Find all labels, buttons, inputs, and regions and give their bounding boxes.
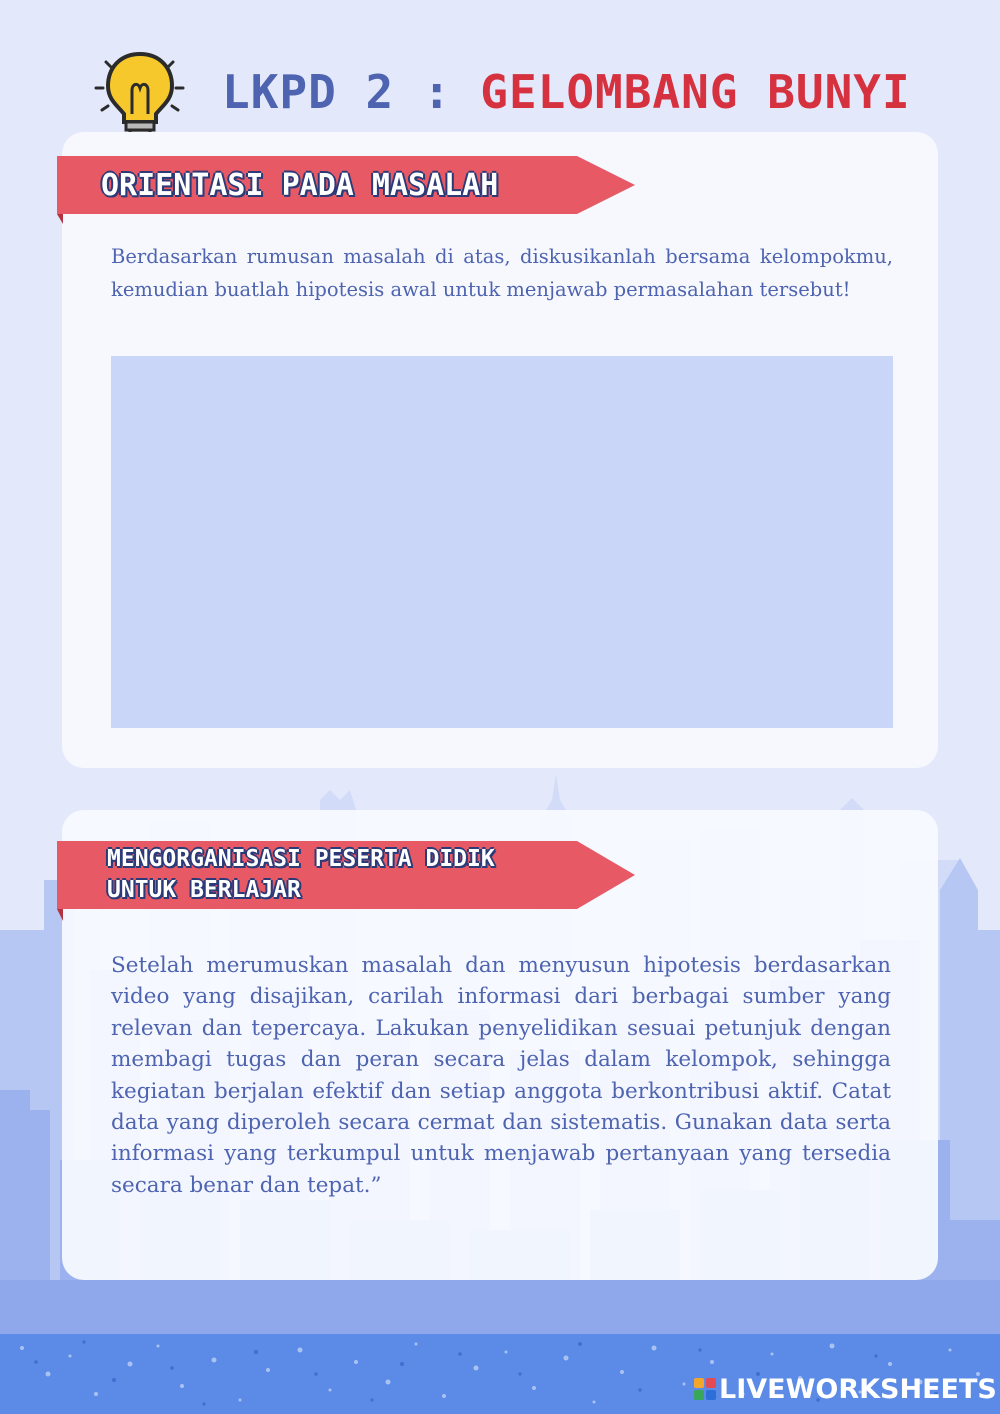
brand-text: LIVEWORKSHEETS [719,1374,997,1405]
section-heading-line2: UNTUK BERLAJAR [107,877,301,903]
section-instruction: Berdasarkan rumusan masalah di atas, diskusikanlah bersama kelompokmu, kemudian buatlah hipotesis awal untuk menjawab permasalahan tersebut! [111,245,893,301]
section-banner-orientasi [57,156,637,224]
section-banner-mengorganisasi [57,841,637,921]
liveworksheets-logo[interactable] [694,1374,997,1406]
page-title [222,62,911,122]
liveworksheets-logo-icon [694,1378,716,1400]
answer-input-box[interactable] [111,356,893,728]
title-topic: GELOMBANG BUNYI [480,65,911,119]
lightbulb-icon [92,48,188,144]
title-prefix: LKPD 2 : [222,65,481,119]
section-body-text: Setelah merumuskan masalah dan menyusun hipotesis berdasarkan video yang disajikan, carilah informasi dari berbagai sumber yang relevan dan tepercaya. Lakukan penyelidikan sesuai petunjuk dengan membagi tugas dan peran secara jelas dalam kelompok, sehingga kegiatan berjalan efektif dan setiap anggota berkontribusi aktif. Catat data yang diperoleh secara cermat dan sistematis. Gunakan data serta informasi yang terkumpul untuk menjawab pertanyaan yang tersedia secara benar dan tepat.” [111,953,891,1198]
header [92,48,912,144]
section-heading: ORIENTASI PADA MASALAH [101,168,499,203]
section-heading-group [107,844,495,906]
section-heading-line1: MENGORGANISASI PESERTA DIDIK [107,846,495,872]
